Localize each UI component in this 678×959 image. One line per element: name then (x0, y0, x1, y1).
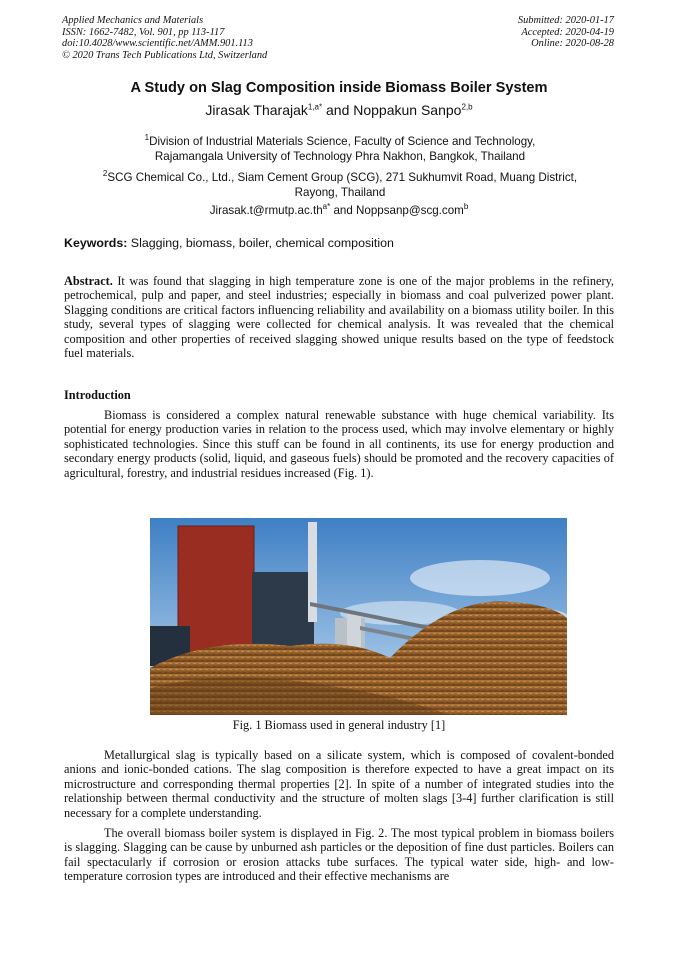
issn: ISSN: 1662-7482, Vol. 901, pp 113-117 (62, 26, 225, 38)
affiliation-2-line1: SCG Chemical Co., Ltd., Siam Cement Group (SCG), 271 Sukhumvit Road, Muang District, (107, 170, 578, 184)
abstract (64, 274, 614, 360)
affiliation-1 (60, 130, 620, 164)
author-line (0, 102, 678, 118)
author-1: Jirasak Tharajak (205, 102, 308, 118)
abstract-text: It was found that slagging in high temperature zone is one of the major problems in the refinery, petrochemical, pulp and paper, and steel industries; especially in biomass and coal pulverized power plant. Slagging conditions are critical factors influencing reliability and availability on a biomass utility boiler. In this study, several types of slagging were collected for chemical analysis. It was revealed that the chemical composition and other properties of received slagging showed unique results based on the type of feedstock fuel materials. (64, 274, 614, 361)
accepted-date: Accepted: 2020-04-19 (521, 26, 614, 38)
affiliation-2-sup: 2 (102, 169, 108, 178)
author-and: and (322, 102, 354, 118)
author-2: Noppakun Sanpo (353, 102, 462, 118)
paper-title: A Study on Slag Composition inside Biomass Boiler System (130, 80, 548, 96)
header-left (62, 15, 267, 61)
affiliation-1-sup: 1 (144, 133, 150, 142)
affiliation-2 (60, 166, 620, 200)
email-line (0, 202, 678, 217)
email-2: Noppsanp@scg.com (356, 203, 464, 217)
header-right (518, 15, 614, 50)
email-1-sup: a* (322, 202, 331, 211)
figure-1-biomass-photo (150, 518, 567, 715)
email-2-sup: b (463, 202, 469, 211)
doi: doi:10.4028/www.scientific.net/AMM.901.113 (62, 38, 253, 50)
intro-paragraph-2: Metallurgical slag is typically based on a silicate system, which is composed of covalent-bonded anions and ionic-bonded cations. The slag composition is therefore expected to have a great impact on its microstructure and corresponding thermal properties [2]. In spite of a number of integrated studies into the relationship between thermal conductivity and the structure of molten slags [3-4] further clarification is still necessary for a complete understanding. (64, 748, 614, 820)
biomass-plant-image (150, 518, 567, 715)
abstract-label: Abstract. (64, 274, 113, 288)
journal-name: Applied Mechanics and Materials (62, 15, 204, 26)
author-1-sup: 1,a* (307, 102, 323, 112)
submitted-date: Submitted: 2020-01-17 (517, 15, 614, 26)
keywords-label: Keywords: (64, 236, 128, 250)
intro-paragraph-3: The overall biomass boiler system is displayed in Fig. 2. The most typical problem in biomass boilers is slagging. Slagging can be cause by unburned ash particles or the deposition of fine dust particles. Boilers can fail spectacularly if corrosion or erosion attacks tube surfaces. The typical water side, high- and low-temperature corrosion types are introduced and their effective mechanisms are (64, 826, 614, 884)
intro-paragraph-1: Biomass is considered a complex natural renewable substance with huge chemical variability. Its potential for energy production varies in relation to the process used, which may involve elementary or highly sophisticated technologies. Since this stuff can be found in all continents, its use for energy production and secondary energy products (solid, liquid, and gaseous fuels) should be promoted and the recovery capacities of agricultural, forestry, and industrial residues increased (Fig. 1). (64, 408, 614, 480)
affiliation-1-line1: Division of Industrial Materials Science, Faculty of Science and Technology, (149, 134, 536, 148)
copyright: © 2020 Trans Tech Publications Ltd, Switzerland (62, 49, 268, 61)
email-and: and (330, 203, 357, 217)
figure-1-caption: Fig. 1 Biomass used in general industry [1] (232, 718, 446, 732)
affiliation-1-line2: Rajamangala University of Technology Phra Nakhon, Bangkok, Thailand (154, 149, 526, 163)
keywords-text: Slagging, biomass, boiler, chemical composition (127, 236, 394, 250)
online-date: Online: 2020-08-28 (531, 38, 614, 50)
email-1: Jirasak.t@rmutp.ac.th (209, 203, 323, 217)
author-2-sup: 2,b (461, 102, 473, 112)
introduction-heading: Introduction (64, 388, 131, 402)
affiliation-2-line2: Rayong, Thailand (294, 185, 386, 199)
keywords (64, 236, 620, 250)
